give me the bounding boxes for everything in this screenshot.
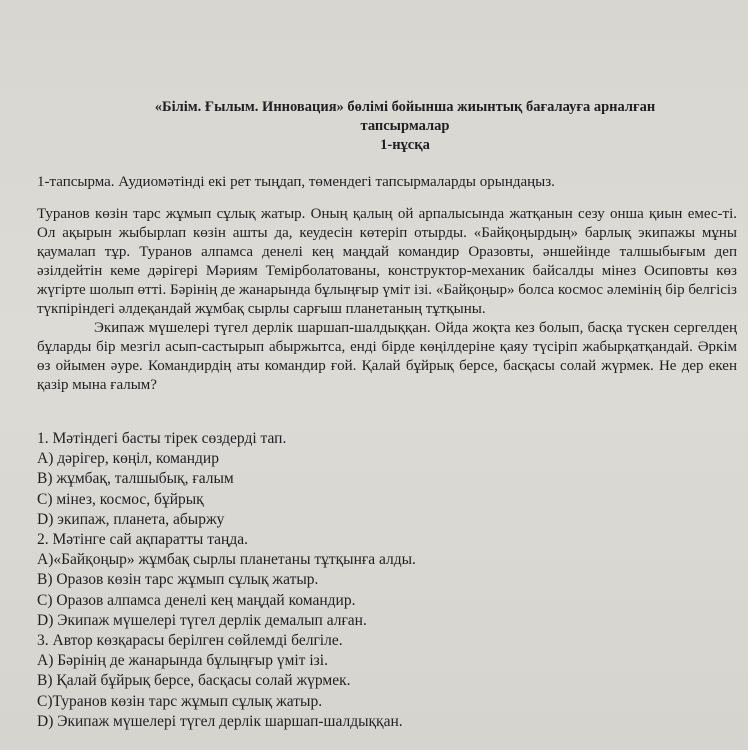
answer-option: С) мінез, космос, бұйрық — [37, 490, 204, 508]
answer-option: А) Бәрінің де жанарында бұлыңғыр үміт ізі. — [37, 652, 328, 670]
document-header — [80, 98, 730, 155]
reading-passage — [37, 205, 737, 395]
passage-paragraph-1: Туранов көзін тарс жұмып сұлық жатыр. Оның қалың ой арпалысында жатқанын сезу онша қиын емес-ті. Ол ақырын жыбырлап көзін ашты да, кеудесін көтеріп отырды. «Байқоңырдың» барлық экипажы мұны қаумалап тұр. Туранов алпамса денелі кең маңдай командир Оразовты, әншейінде талшыбығым деп әзілдейтін кеме дәрігері Мәриям Темірболатованы, конструктор-механик байсалды мінез Осиповты көз жүгірте шолып өтті. Бәрінің де жанарында бұлыңғыр үміт ізі. «Байқоңыр» болса космос әлемінің бір белгісіз түкпіріндегі әлдеқандай жұмбақ сырлы сарғыш планетаның тұтқыны. — [37, 206, 737, 317]
header-subtitle: тапсырмалар — [360, 118, 450, 134]
task-instruction: 1-тапсырма. Аудиомәтінді екі рет тыңдап, төмендегі тапсырмаларды орындаңыз. — [37, 174, 555, 190]
answer-option: С)Туранов көзін тарс жұмып сұлық жатыр. — [37, 692, 323, 710]
answer-option: В) Оразов көзін тарс жұмып сұлық жатыр. — [37, 571, 319, 589]
questions-list — [37, 429, 727, 732]
answer-option: В) жұмбақ, талшыбық, ғалым — [37, 470, 234, 488]
passage-paragraph-2: Экипаж мүшелері түгел дерлік шаршап-шалдыққан. Ойда жоқта кез болып, басқа түскен сергелдең бұларды бір мезгіл асып-састырып абыржытса, енді бірде көңілдеріне қаяу түсіріп жабырқатқандай. Әркім өз ойымен әуре. Командирдің аты командир ғой. Қалай бұйрық берсе, басқасы солай жүрмек. Не дер екен қазір мына ғалым? — [37, 320, 737, 393]
answer-option: D) экипаж, планета, абыржу — [37, 510, 225, 528]
question-3: 3. Автор көзқарасы берілген сөйлемді белгіле. — [37, 632, 343, 650]
answer-option: А) дәрігер, көңіл, командир — [37, 450, 219, 468]
header-variant: 1-нұсқа — [380, 137, 430, 153]
answer-option: А)«Байқоңыр» жұмбақ сырлы планетаны тұтқынға алды. — [37, 551, 416, 569]
question-1: 1. Мәтіндегі басты тірек сөздерді тап. — [37, 430, 287, 447]
header-title: «Білім. Ғылым. Инновация» бөлімі бойынша жиынтық бағалауға арналған — [154, 99, 656, 115]
answer-option: В) Қалай бұйрық берсе, басқасы солай жүрмек. — [37, 672, 351, 690]
answer-option: С) Оразов алпамса денелі кең маңдай командир. — [37, 591, 356, 609]
answer-option: D) Экипаж мүшелері түгел дерлік шаршап-шалдыққан. — [37, 712, 403, 730]
question-2: 2. Мәтінге сай ақпаратты таңда. — [37, 531, 248, 549]
answer-option: D) Экипаж мүшелері түгел дерлік демалып алған. — [37, 611, 367, 629]
